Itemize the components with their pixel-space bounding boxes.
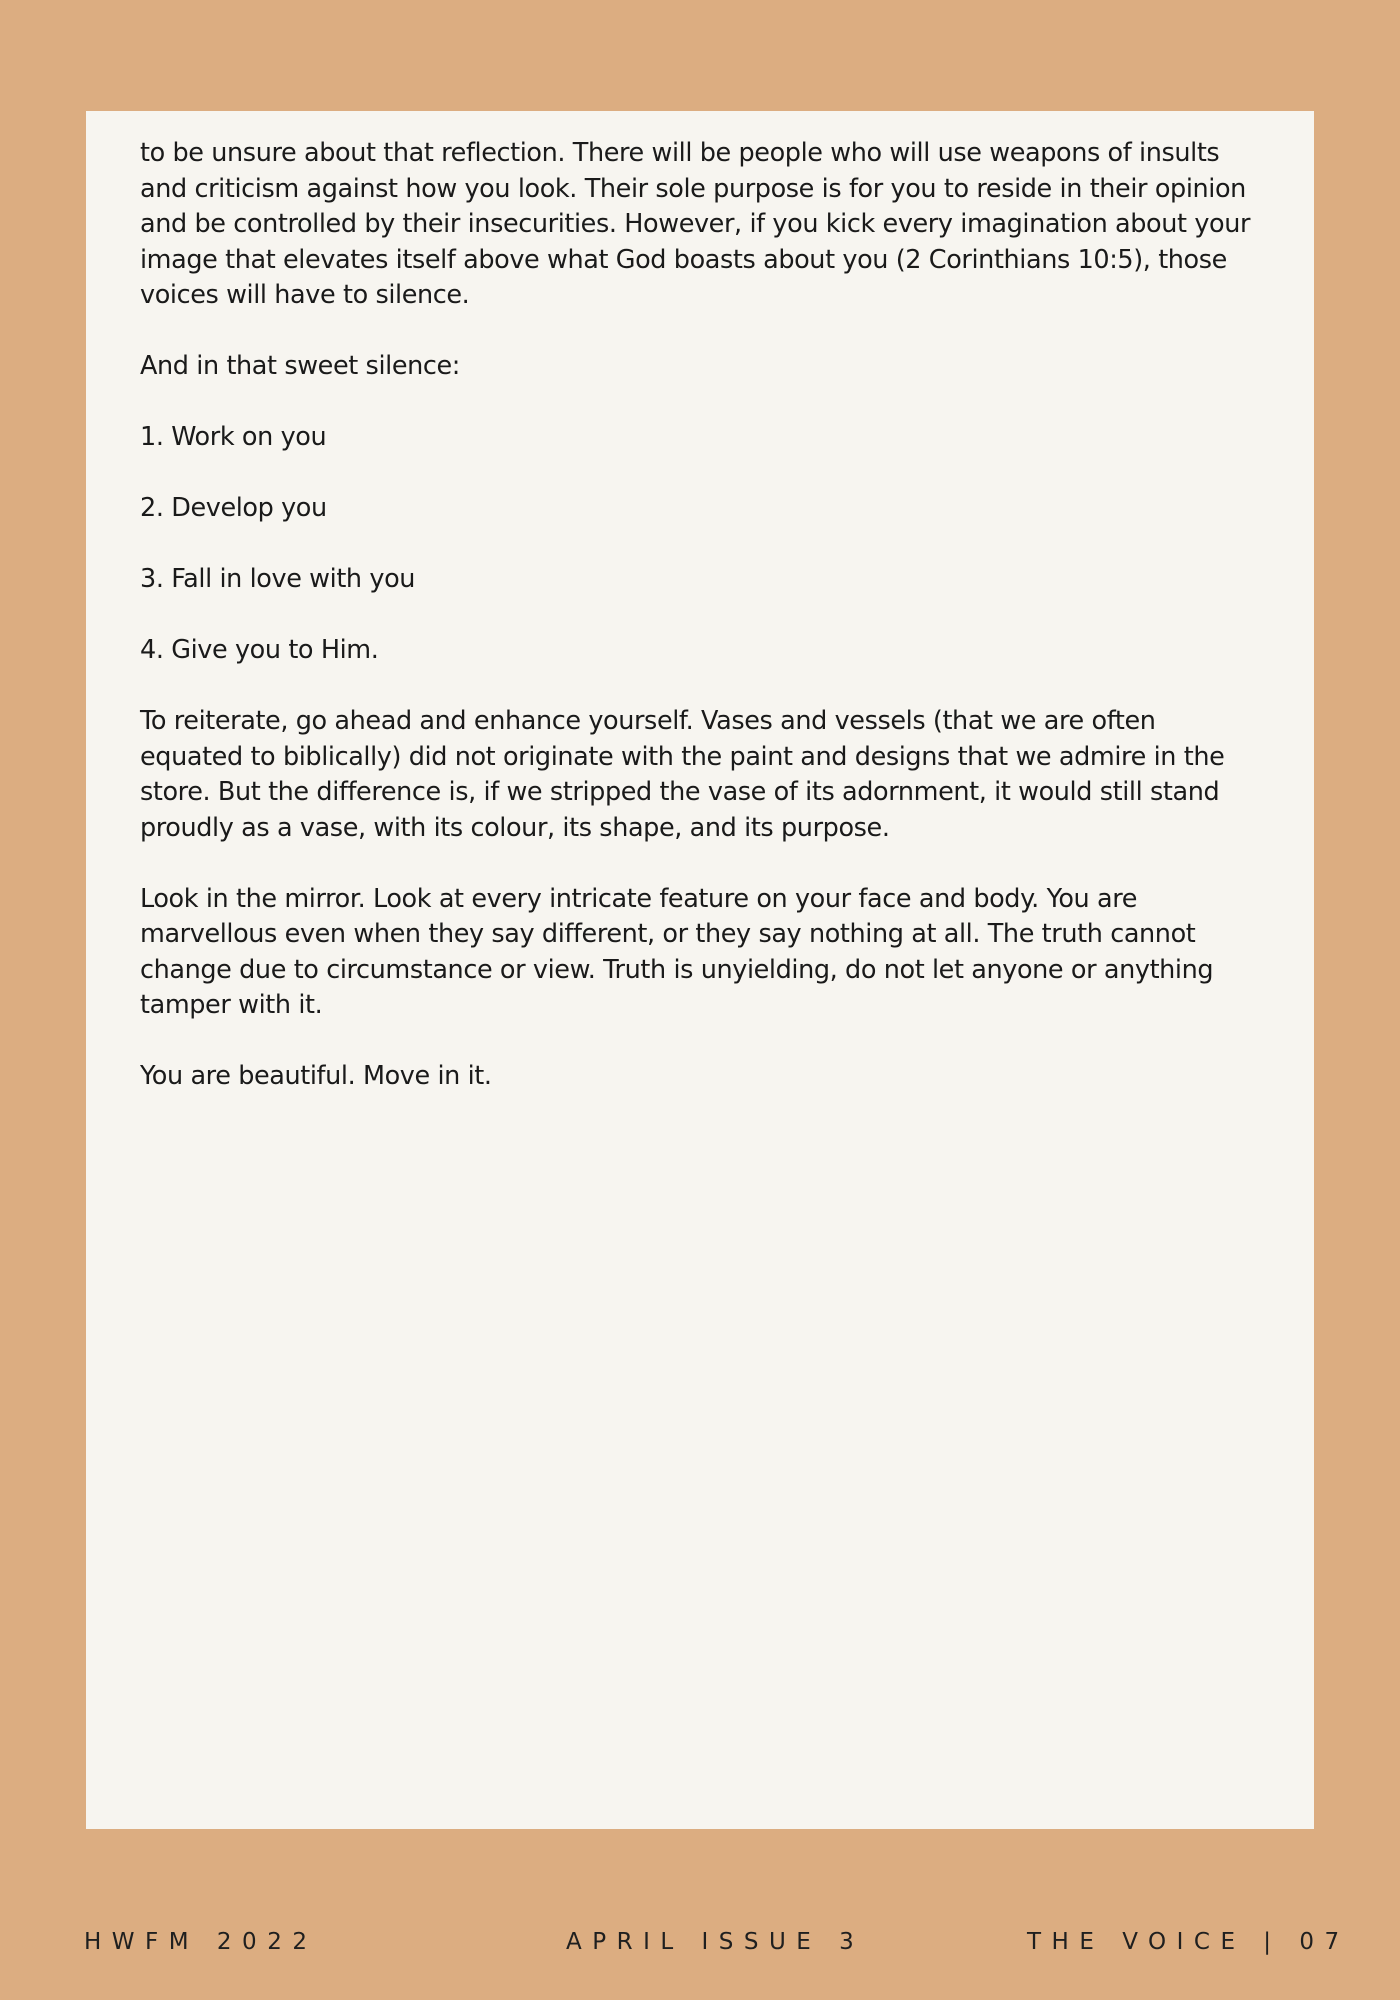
list-item-give: 4. Give you to Him. xyxy=(140,635,379,665)
paragraph-vases: To reiterate, go ahead and enhance yourself. Vases and vessels (that we are often equated to biblically) did not originate with the paint and designs that we admire in the store. But the difference is, if we stripped the vase of its adornment, it would still stand proudly as a vase, with its colour, its shape, and its purpose. xyxy=(140,706,1225,843)
footer-publication: HWFM 2022 xyxy=(84,1929,318,1955)
article-body xyxy=(140,136,1259,1095)
paragraph-reflection: to be unsure about that reflection. There will be people who will use weapons of insults and criticism against how you look. Their sole purpose is for you to reside in their opinion and be controlled by their insecurities. However, if you kick every imagination about your image that elevates itself above what God boasts about you (2 Corinthians 10:5), those voices will have to silence. xyxy=(140,138,1251,310)
paragraph-silence-intro: And in that sweet silence: xyxy=(140,351,460,381)
list-item-work: 1. Work on you xyxy=(140,422,327,452)
list-item-develop: 2. Develop you xyxy=(140,493,327,523)
footer-issue: APRIL ISSUE 3 xyxy=(566,1929,865,1955)
footer-section-page: THE VOICE | 07 xyxy=(1027,1929,1350,1955)
article-card xyxy=(86,111,1314,1829)
list-item-love: 3. Fall in love with you xyxy=(140,564,416,594)
paragraph-closing: You are beautiful. Move in it. xyxy=(140,1061,492,1091)
paragraph-mirror: Look in the mirror. Look at every intricate feature on your face and body. You are marvellous even when they say different, or they say nothing at all. The truth cannot change due to circumstance or view. Truth is unyielding, do not let anyone or anything tamper with it. xyxy=(140,883,1214,1020)
